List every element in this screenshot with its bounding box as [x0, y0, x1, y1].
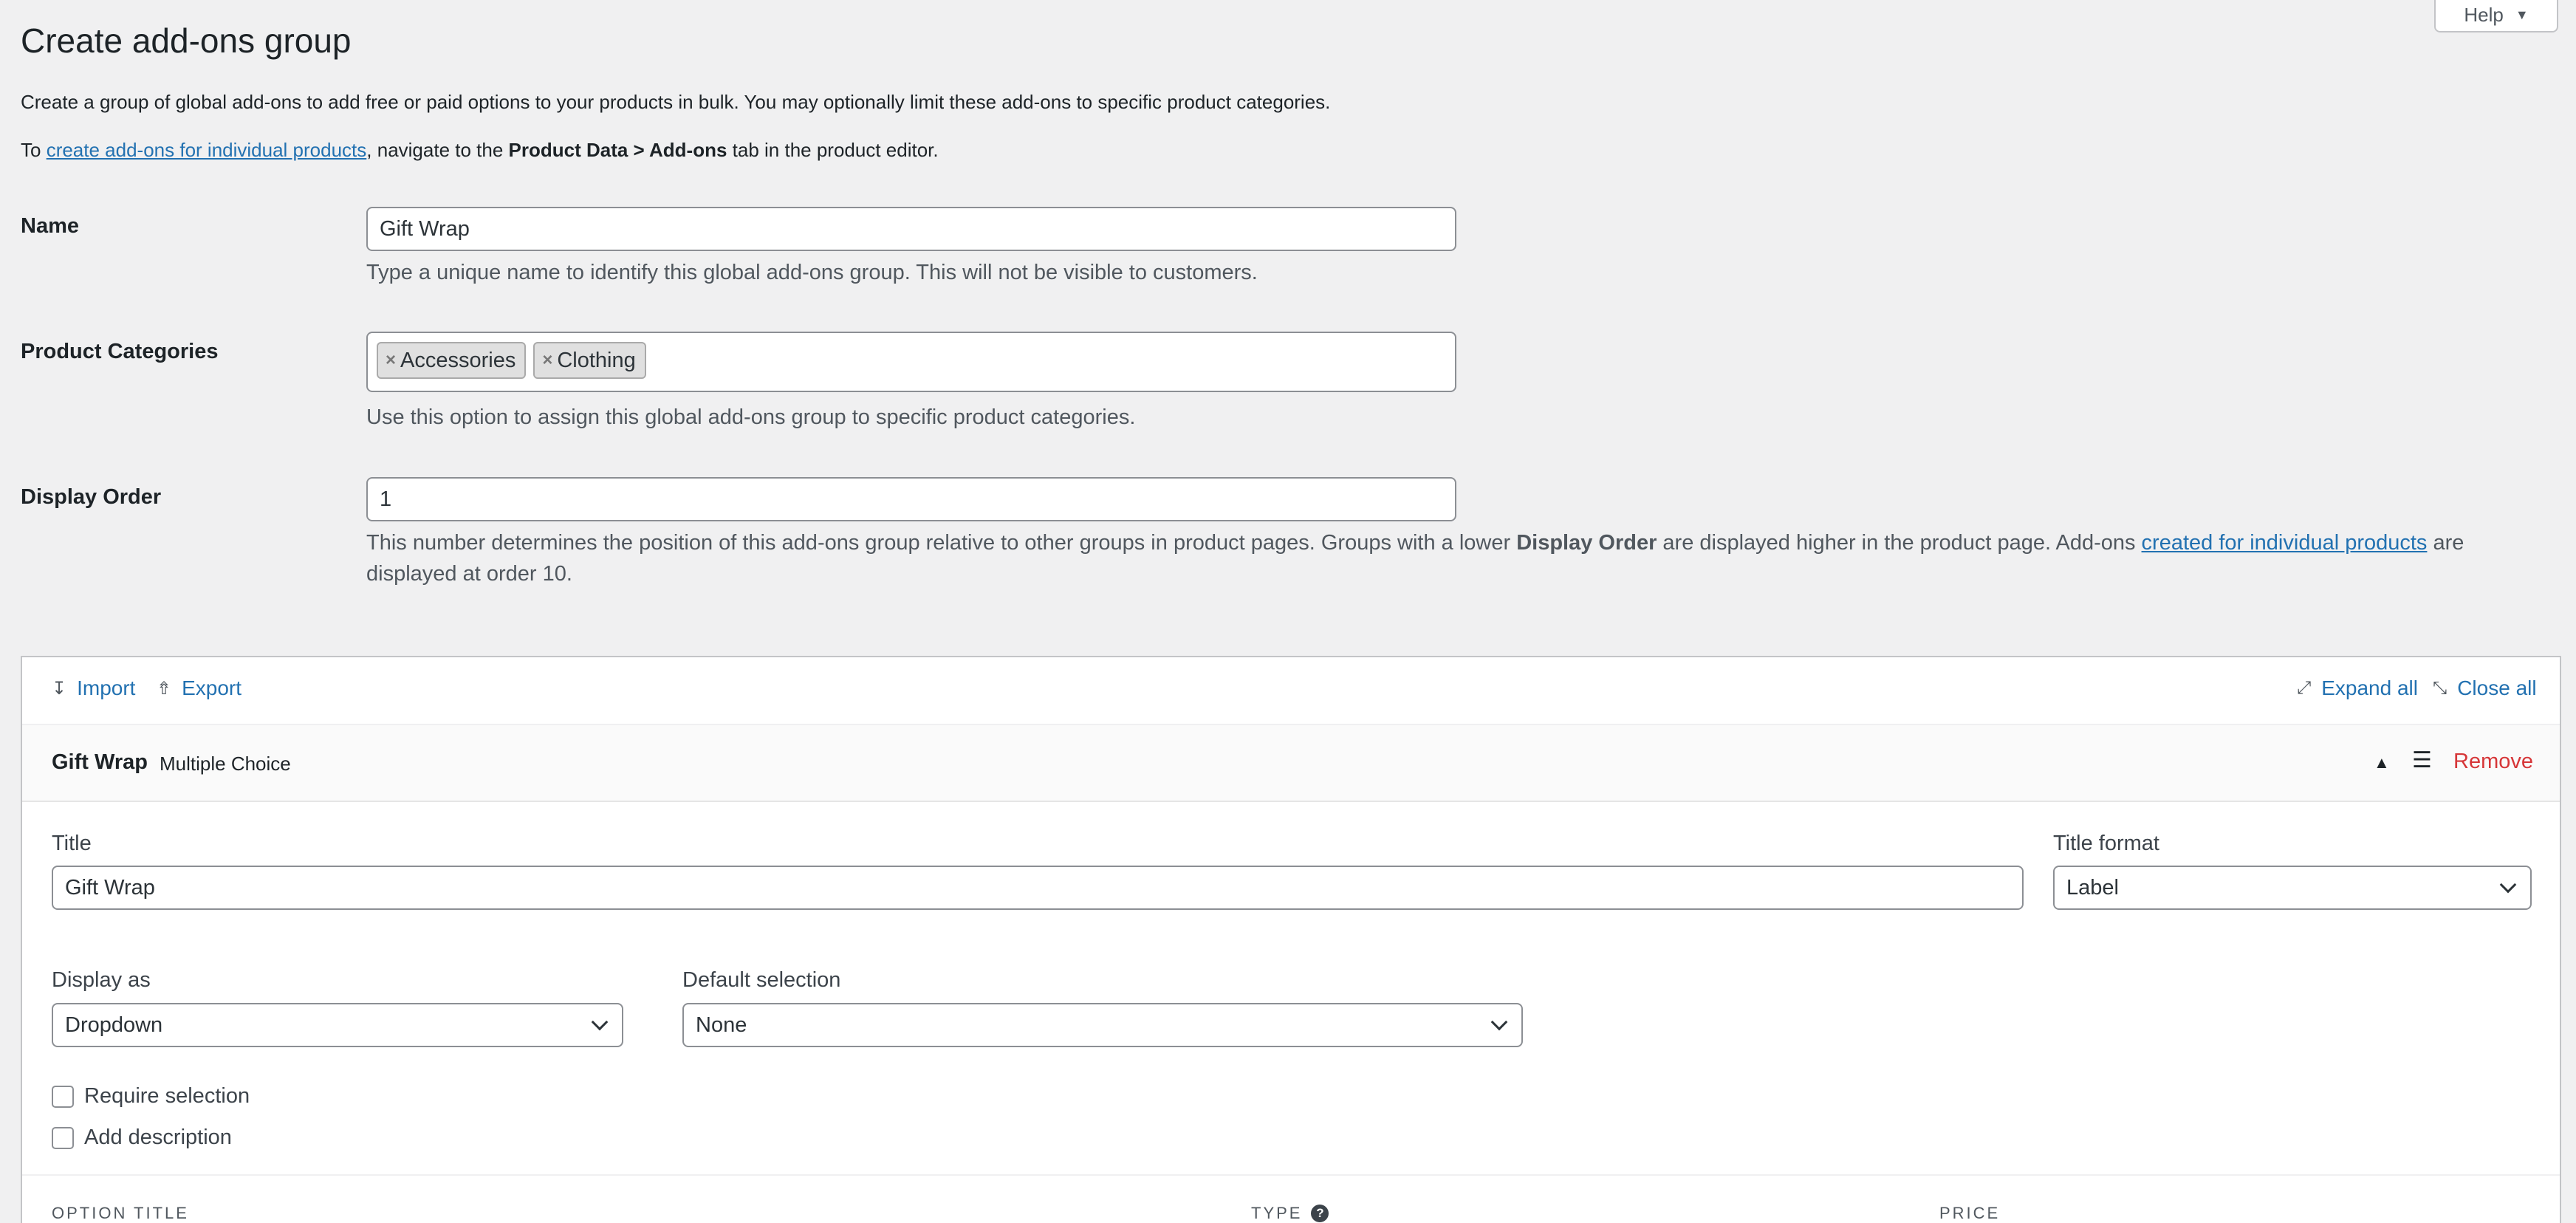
remove-tag-icon[interactable]: ×	[542, 350, 553, 370]
display-order-description	[366, 527, 2552, 589]
display-order-desc-part1: This number determines the position of this add-ons group relative to other groups in product pages. Groups with a lower	[366, 531, 1517, 555]
page-title: Create add-ons group	[21, 21, 352, 60]
remove-tag-icon[interactable]: ×	[386, 350, 397, 370]
chevron-down-icon	[592, 1014, 609, 1031]
intro-text-2	[21, 139, 939, 162]
expand-icon: ⤢	[2297, 678, 2312, 698]
default-selection-label: Default selection	[682, 968, 841, 992]
import-button[interactable]	[52, 676, 135, 700]
intro-text: Create a group of global add-ons to add free or paid options to your products in bulk. You may optionally limit these add-ons to specific product categories.	[21, 91, 1331, 113]
title-format-label: Title format	[2053, 832, 2159, 855]
product-categories-label: Product Categories	[21, 340, 219, 363]
name-label: Name	[21, 214, 79, 238]
option-title-column-header	[52, 1204, 189, 1223]
add-description-row	[52, 1126, 232, 1150]
chevron-down-icon	[2500, 877, 2517, 894]
addon-type: Multiple Choice	[160, 753, 291, 775]
intro2-bold: Product Data > Add-ons	[508, 139, 727, 161]
intro2-mid: , navigate to the	[366, 139, 509, 161]
caret-down-icon: ▼	[2515, 7, 2529, 22]
display-order-desc-line2: displayed at order 10.	[366, 562, 572, 586]
price-column-header	[1939, 1204, 2000, 1223]
addons-toolbar	[22, 657, 2560, 725]
intro2-suffix: tab in the product editor.	[727, 139, 939, 161]
display-order-desc-part2: are displayed higher in the product page. Add-ons	[1657, 531, 2142, 555]
help-button[interactable]	[2434, 0, 2558, 32]
display-as-value: Dropdown	[65, 1013, 163, 1037]
title-format-select[interactable]	[2053, 866, 2532, 910]
add-description-label: Add description	[84, 1126, 232, 1149]
product-categories-input[interactable]	[366, 332, 1456, 392]
name-input[interactable]: Gift Wrap	[366, 207, 1456, 251]
display-as-select[interactable]	[52, 1003, 623, 1047]
title-input[interactable]: Gift Wrap	[52, 866, 2024, 910]
close-all-button[interactable]	[2433, 676, 2537, 700]
require-selection-checkbox[interactable]	[52, 1086, 74, 1108]
option-title-header-label: OPTION TITLE	[52, 1204, 189, 1222]
category-tag	[533, 342, 645, 379]
default-selection-select[interactable]	[682, 1003, 1523, 1047]
addon-name: Gift Wrap	[52, 750, 148, 774]
display-order-desc-bold: Display Order	[1516, 531, 1657, 555]
category-tag	[377, 342, 526, 379]
divider	[22, 1174, 2560, 1176]
add-description-checkbox[interactable]	[52, 1127, 74, 1149]
display-order-input[interactable]: 1	[366, 477, 1456, 521]
product-categories-description: Use this option to assign this global add-ons group to specific product categories.	[366, 405, 1136, 429]
expand-all-label: Expand all	[2321, 676, 2418, 699]
display-as-label: Display as	[52, 968, 151, 992]
import-icon: ↧	[52, 678, 67, 699]
drag-handle-icon[interactable]: ☰	[2412, 748, 2432, 772]
collapse-arrow-icon[interactable]: ▲	[2374, 753, 2390, 772]
name-description: Type a unique name to identify this global add-ons group. This will not be visible to customers.	[366, 261, 1258, 284]
require-selection-label: Require selection	[84, 1084, 250, 1108]
category-tag-label: Clothing	[557, 348, 636, 372]
export-icon: ⇮	[157, 678, 172, 699]
export-button[interactable]	[157, 676, 242, 700]
title-format-value: Label	[2066, 876, 2119, 900]
display-order-desc-part3: are	[2427, 531, 2464, 555]
category-tag-label: Accessories	[400, 348, 516, 372]
collapse-icon: ⤡	[2433, 678, 2447, 698]
import-label: Import	[77, 676, 136, 699]
export-label: Export	[182, 676, 242, 699]
close-all-label: Close all	[2457, 676, 2537, 699]
help-icon[interactable]: ?	[1311, 1205, 1329, 1222]
expand-all-button[interactable]	[2297, 676, 2418, 700]
require-selection-row	[52, 1084, 250, 1109]
title-label: Title	[52, 832, 92, 855]
addons-panel	[21, 656, 2561, 1223]
display-order-label: Display Order	[21, 485, 162, 509]
remove-button[interactable]: Remove	[2453, 750, 2533, 773]
type-header-label: TYPE	[1251, 1204, 1303, 1222]
type-column-header	[1251, 1204, 1329, 1223]
individual-addons-link[interactable]: create add-ons for individual products	[46, 139, 367, 161]
price-header-label: PRICE	[1939, 1204, 2001, 1222]
intro2-prefix: To	[21, 139, 47, 161]
help-label: Help	[2464, 3, 2504, 26]
chevron-down-icon	[1491, 1014, 1508, 1031]
individual-products-link[interactable]: created for individual products	[2141, 531, 2428, 555]
default-selection-value: None	[696, 1013, 747, 1037]
addon-header[interactable]	[22, 725, 2560, 802]
